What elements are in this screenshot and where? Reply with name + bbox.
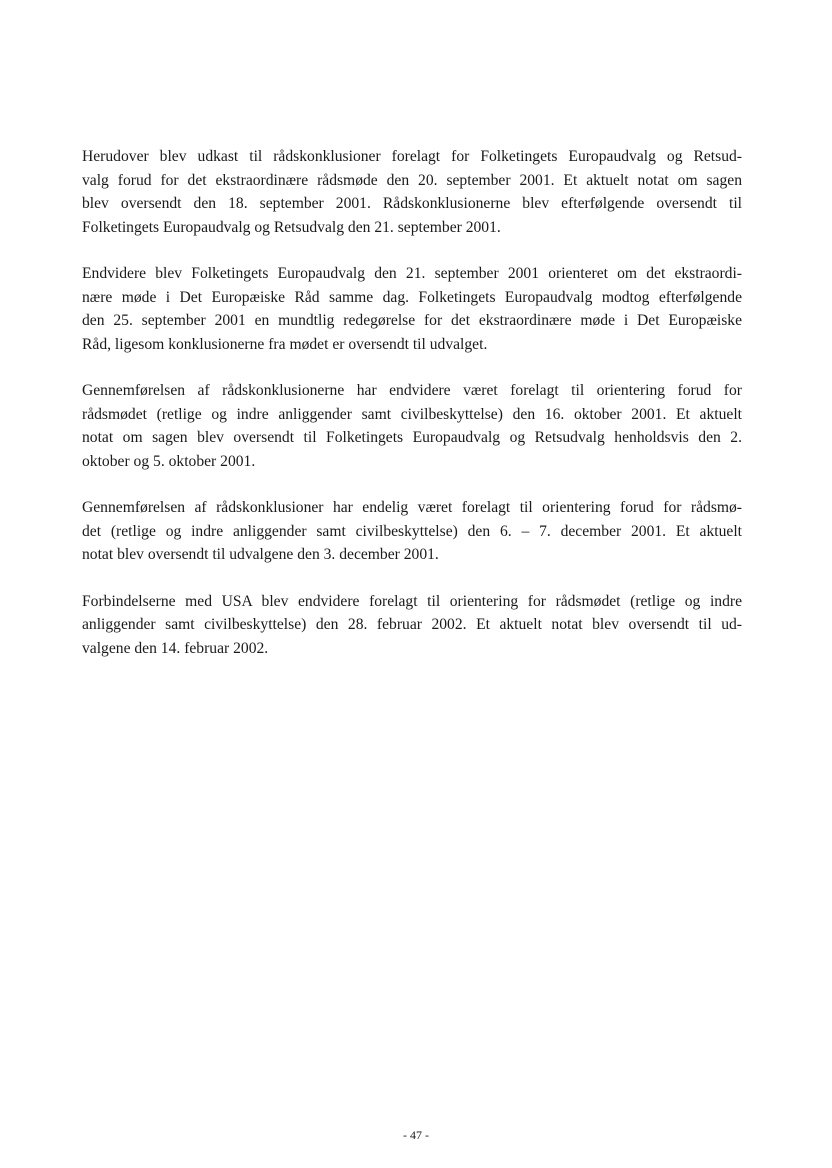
text-line: rådsmødet (retlige og indre anliggender samt civilbeskyttelse) den 16. oktober 2001. Et aktuelt: [82, 405, 742, 423]
text-line: Gennemførelsen af rådskonklusioner har endelig været forelagt til orientering forud for rådsmø-: [82, 499, 742, 516]
paragraph-2: [82, 262, 742, 356]
paragraph-5: [82, 590, 742, 661]
paragraph-4: [82, 496, 742, 567]
text-line: blev oversendt den 18. september 2001. Rådskonklusionerne blev efterfølgende oversendt til: [82, 195, 742, 212]
text-line: Gennemførelsen af rådskonklusionerne har endvidere været forelagt til orientering forud for: [82, 382, 742, 399]
text-line: det (retlige og indre anliggender samt civilbeskyttelse) den 6. – 7. december 2001. Et aktuelt: [82, 522, 742, 540]
text-line: oktober og 5. oktober 2001.: [82, 452, 256, 470]
text-line: Herudover blev udkast til rådskonklusioner forelagt for Folketingets Europaudvalg og Retsud-: [82, 148, 742, 165]
text-line: Forbindelserne med USA blev endvidere forelagt til orientering for rådsmødet (retlige og indre: [82, 592, 742, 610]
text-line: valg forud for det ekstraordinære rådsmøde den 20. september 2001. Et aktuelt notat om sagen: [82, 171, 742, 189]
text-line: anliggender samt civilbeskyttelse) den 28. februar 2002. Et aktuelt notat blev oversendt til ud-: [82, 616, 742, 633]
text-line: Endvidere blev Folketingets Europaudvalg den 21. september 2001 orienteret om det ekstraordi-: [82, 265, 742, 282]
text-line: valgene den 14. februar 2002.: [82, 639, 269, 657]
text-line: Råd, ligesom konklusionerne fra mødet er oversendt til udvalget.: [82, 335, 488, 353]
body-text: [82, 145, 742, 683]
text-line: notat om sagen blev oversendt til Folketingets Europaudvalg og Retsudvalg henholdsvis den 2.: [82, 429, 742, 446]
page-number: - 47 -: [403, 1128, 429, 1142]
text-line: Folketingets Europaudvalg og Retsudvalg den 21. september 2001.: [82, 218, 501, 236]
paragraph-1: [82, 145, 742, 239]
text-line: den 25. september 2001 en mundtlig redegørelse for det ekstraordinære møde i Det Europæiske: [82, 312, 742, 329]
text-line: notat blev oversendt til udvalgene den 3. december 2001.: [82, 546, 439, 563]
text-line: nære møde i Det Europæiske Råd samme dag. Folketingets Europaudvalg modtog efterfølgende: [82, 288, 742, 306]
paragraph-3: [82, 379, 742, 473]
